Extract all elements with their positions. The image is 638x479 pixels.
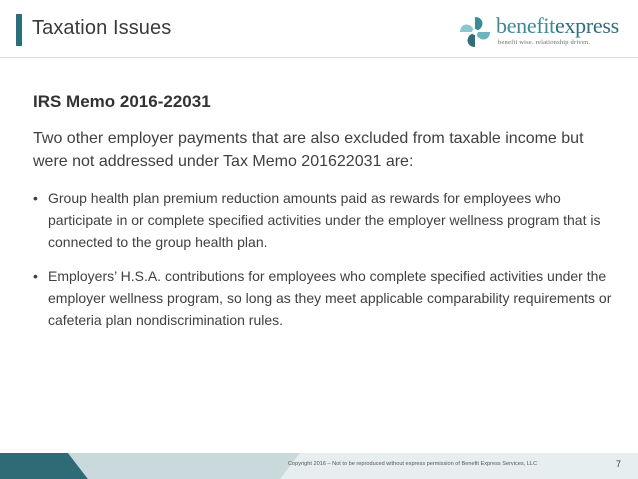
bullet-icon: • <box>33 268 38 284</box>
pinwheel-logo-icon <box>458 15 492 49</box>
bullet-item <box>33 187 623 253</box>
bullet-text: Employers’ H.S.A. contributions for employees who complete specified activities under the employer wellness program, so long as they meet applicable comparability requirements or cafeteria plan nondiscrimination rules. <box>48 268 612 328</box>
header-divider <box>0 57 638 58</box>
bullet-text: Group health plan premium reduction amounts paid as rewards for employees who participate in or complete specified activities under the employer wellness program that is connected to the group health plan. <box>48 190 601 250</box>
section-heading: IRS Memo 2016-22031 <box>33 92 211 111</box>
logo-wordmark: benefitexpress <box>496 13 619 38</box>
page-number: 7 <box>616 459 622 469</box>
bullet-icon: • <box>33 190 38 206</box>
bullet-list <box>33 187 623 343</box>
header-accent-bar <box>16 14 22 46</box>
footer-copyright: Copyright 2016 – Not to be reproduced without express permission of Benefit Express Services, LLC <box>288 461 538 467</box>
benefitexpress-logo <box>458 13 628 49</box>
slide-title: Taxation Issues <box>32 17 172 39</box>
bullet-item <box>33 265 623 331</box>
footer <box>0 453 638 479</box>
intro-paragraph: Two other employer payments that are also excluded from taxable income but were not addressed under Tax Memo 201622031 are: <box>33 130 584 170</box>
logo-tagline: benefit wise. relationship driven. <box>498 39 591 46</box>
